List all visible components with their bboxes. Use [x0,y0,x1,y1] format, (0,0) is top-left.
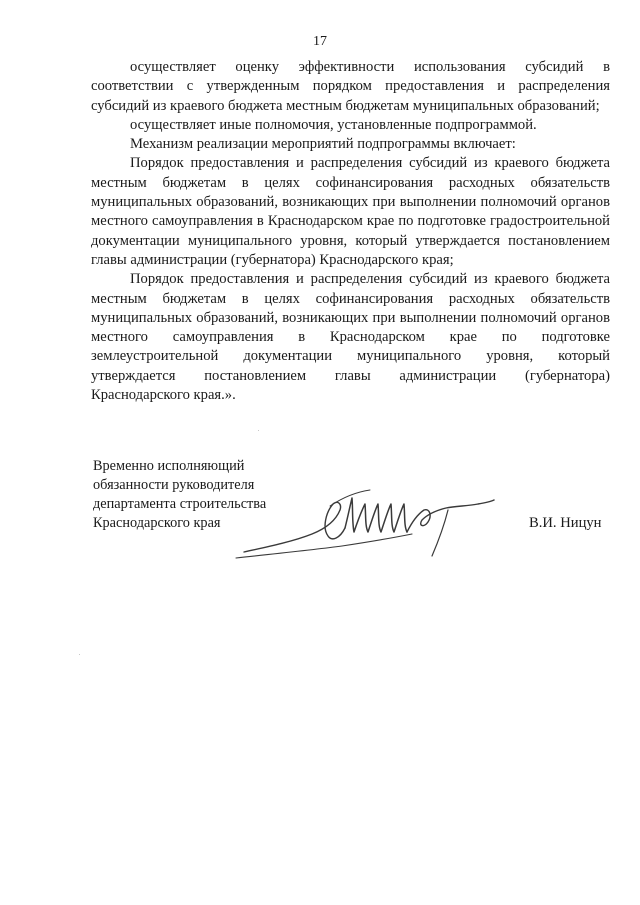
paragraph-procedure-land-management: Порядок предоставления и распределения субсидий из краевого бюджета местным бюджетам в целях софинансирования расходных обязательств муниципальных образований, возникающих при выполнении полномочий органов местного самоуправления в Краснодарском крае по подготовке землеустроительной документации муниципального уровня, который утверждается постановлением главы администрации (губернатора) Краснодарского края.». [91,271,610,404]
page-number: 17 [313,34,327,49]
handwritten-signature [232,476,502,576]
position-line: департамента строительства [93,496,267,512]
paragraph-mechanism: Механизм реализации мероприятий подпрограммы включает: [130,136,516,153]
scan-speck [79,654,80,655]
position-line: Временно исполняющий [93,458,245,474]
scan-speck [258,430,259,431]
paragraph-evaluation: осуществляет оценку эффективности использования субсидий в соответствии с утвержденным порядком предоставления и распределения субсидий из краевого бюджета местным бюджетам муниципальных образований; [91,59,610,114]
paragraph-other-powers: осуществляет иные полномочия, установленные подпрограммой. [130,116,537,133]
position-line: обязанности руководителя [93,477,255,493]
document-body [91,58,610,405]
position-line: Краснодарского края [93,515,221,531]
signer-name: В.И. Ницун [529,515,602,531]
paragraph-procedure-urban-planning: Порядок предоставления и распределения субсидий из краевого бюджета местным бюджетам в целях софинансирования расходных обязательств муниципальных образований, возникающих при выполнении полномочий органов местного самоуправления в Краснодарском крае по подготовке градостроительной документации муниципального уровня, который утверждается постановлением главы администрации (губернатора) Краснодарского края; [91,155,610,268]
